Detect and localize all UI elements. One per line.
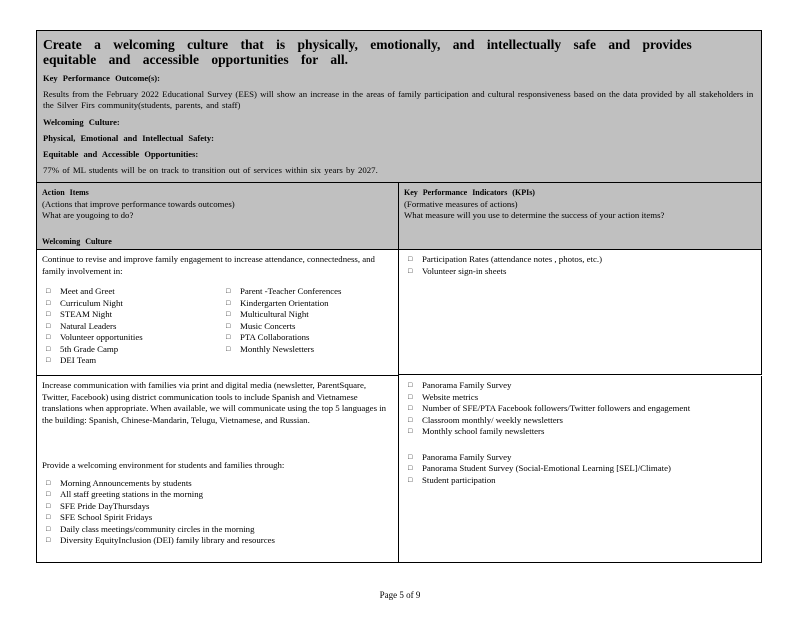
list-item: □ Panorama Family Survey bbox=[404, 452, 756, 464]
list-item: □ Monthly school family newsletters bbox=[404, 426, 756, 438]
list-item: □ Curriculum Night bbox=[42, 298, 222, 310]
action-items-subtitle: (Actions that improve performance towards outcomes) bbox=[42, 198, 235, 209]
page-number: Page 5 of 9 bbox=[379, 590, 421, 600]
document-page bbox=[36, 30, 762, 563]
list-item: □ Panorama Family Survey bbox=[404, 380, 756, 392]
list-item: □ Classroom monthly/ weekly newsletters bbox=[404, 415, 756, 427]
row2-communication-text: Increase communication with families via print and digital media (newsletter, ParentSquare, Twitter, Facebook) using district communication tools to include Spanish and Vietnamese translations when appropriate. When available, we will communicate using the top 5 languages in the building: Spanish, Chinese-Mandarin, Telugu, Vietnamese, and Russian. bbox=[42, 380, 387, 425]
list-item: □ 5th Grade Camp bbox=[42, 344, 222, 356]
list-item: □ Natural Leaders bbox=[42, 321, 222, 333]
physical-label: Physical, Emotional and Intellectual Safety: bbox=[43, 133, 214, 143]
list-item: □ Volunteer sign-in sheets bbox=[404, 266, 756, 278]
row1-kpis bbox=[399, 249, 762, 375]
goal-title: Create a welcoming culture that is physically, emotionally, and intellectually safe and provides equitable and accessible opportunities for all. bbox=[43, 37, 692, 67]
kpi-title: Key Performance Indicators (KPIs) bbox=[404, 188, 535, 197]
list-item: □ Participation Rates (attendance notes , photos, etc.) bbox=[404, 254, 756, 266]
action-items-question: What are yougoing to do? bbox=[42, 210, 134, 220]
action-table bbox=[36, 183, 762, 563]
list-item: □ STEAM Night bbox=[42, 309, 222, 321]
list-item: □ Parent -Teacher Conferences bbox=[222, 286, 392, 298]
section-welcoming-culture: Welcoming Culture bbox=[42, 236, 112, 246]
action-items-title: Action Items bbox=[42, 188, 89, 197]
list-item: □ Monthly Newsletters bbox=[222, 344, 392, 356]
row2-actions bbox=[36, 376, 399, 563]
list-item: □ Volunteer opportunities bbox=[42, 332, 222, 344]
list-item: □ Number of SFE/PTA Facebook followers/Twitter followers and engagement bbox=[404, 403, 756, 415]
welcoming-label: Welcoming Culture: bbox=[43, 117, 120, 127]
row1-list-b bbox=[222, 286, 392, 367]
list-item: □ Diversity EquityInclusion (DEI) family library and resources bbox=[42, 535, 393, 547]
action-items-header bbox=[36, 183, 399, 250]
kpi-question: What measure will you use to determine the success of your action items? bbox=[404, 210, 665, 220]
goal-section bbox=[36, 30, 762, 183]
row2-kpis bbox=[399, 376, 762, 563]
kpi-header bbox=[399, 183, 762, 250]
list-item: □ Multicultural Night bbox=[222, 309, 392, 321]
kpi-subtitle: (Formative measures of actions) bbox=[404, 198, 518, 209]
list-item: □ DEI Team bbox=[42, 355, 222, 367]
kpo-label: Key Performance Outcome(s): bbox=[43, 73, 160, 83]
row1-actions bbox=[36, 250, 399, 376]
list-item: □ Student participation bbox=[404, 475, 756, 487]
list-item: □ Music Concerts bbox=[222, 321, 392, 333]
kpo-text: Results from the February 2022 Educational Survey (EES) will show an increase in the areas of family participation and cultural responsiveness based on the data provided by all stakeholders in the Silver Firs community(students, parents, and staff) bbox=[43, 89, 754, 110]
list-item: □ Daily class meetings/community circles in the morning bbox=[42, 524, 393, 536]
row2-kpi-list-2 bbox=[404, 452, 756, 487]
list-item: □ All staff greeting stations in the morning bbox=[42, 489, 393, 501]
row1-list-a bbox=[42, 286, 222, 367]
list-item: □ Meet and Greet bbox=[42, 286, 222, 298]
list-item: □ Website metrics bbox=[404, 392, 756, 404]
list-item: □ Kindergarten Orientation bbox=[222, 298, 392, 310]
list-item: □ SFE Pride DayThursdays bbox=[42, 501, 393, 513]
list-item: □ SFE School Spirit Fridays bbox=[42, 512, 393, 524]
ml-text: 77% of ML students will be on track to transition out of services within six years by 2027. bbox=[43, 165, 378, 175]
row1-intro: Continue to revise and improve family engagement to increase attendance, connectedness, and family involvement in: bbox=[42, 254, 375, 276]
equitable-label: Equitable and Accessible Opportunities: bbox=[43, 149, 199, 159]
list-item: □ Panorama Student Survey (Social-Emotional Learning [SEL]/Climate) bbox=[404, 463, 756, 475]
row2-list bbox=[42, 478, 393, 547]
row2-environment-intro: Provide a welcoming environment for students and families through: bbox=[42, 460, 285, 470]
row2-kpi-list-1 bbox=[404, 380, 756, 438]
list-item: □ PTA Collaborations bbox=[222, 332, 392, 344]
list-item: □ Morning Announcements by students bbox=[42, 478, 393, 490]
